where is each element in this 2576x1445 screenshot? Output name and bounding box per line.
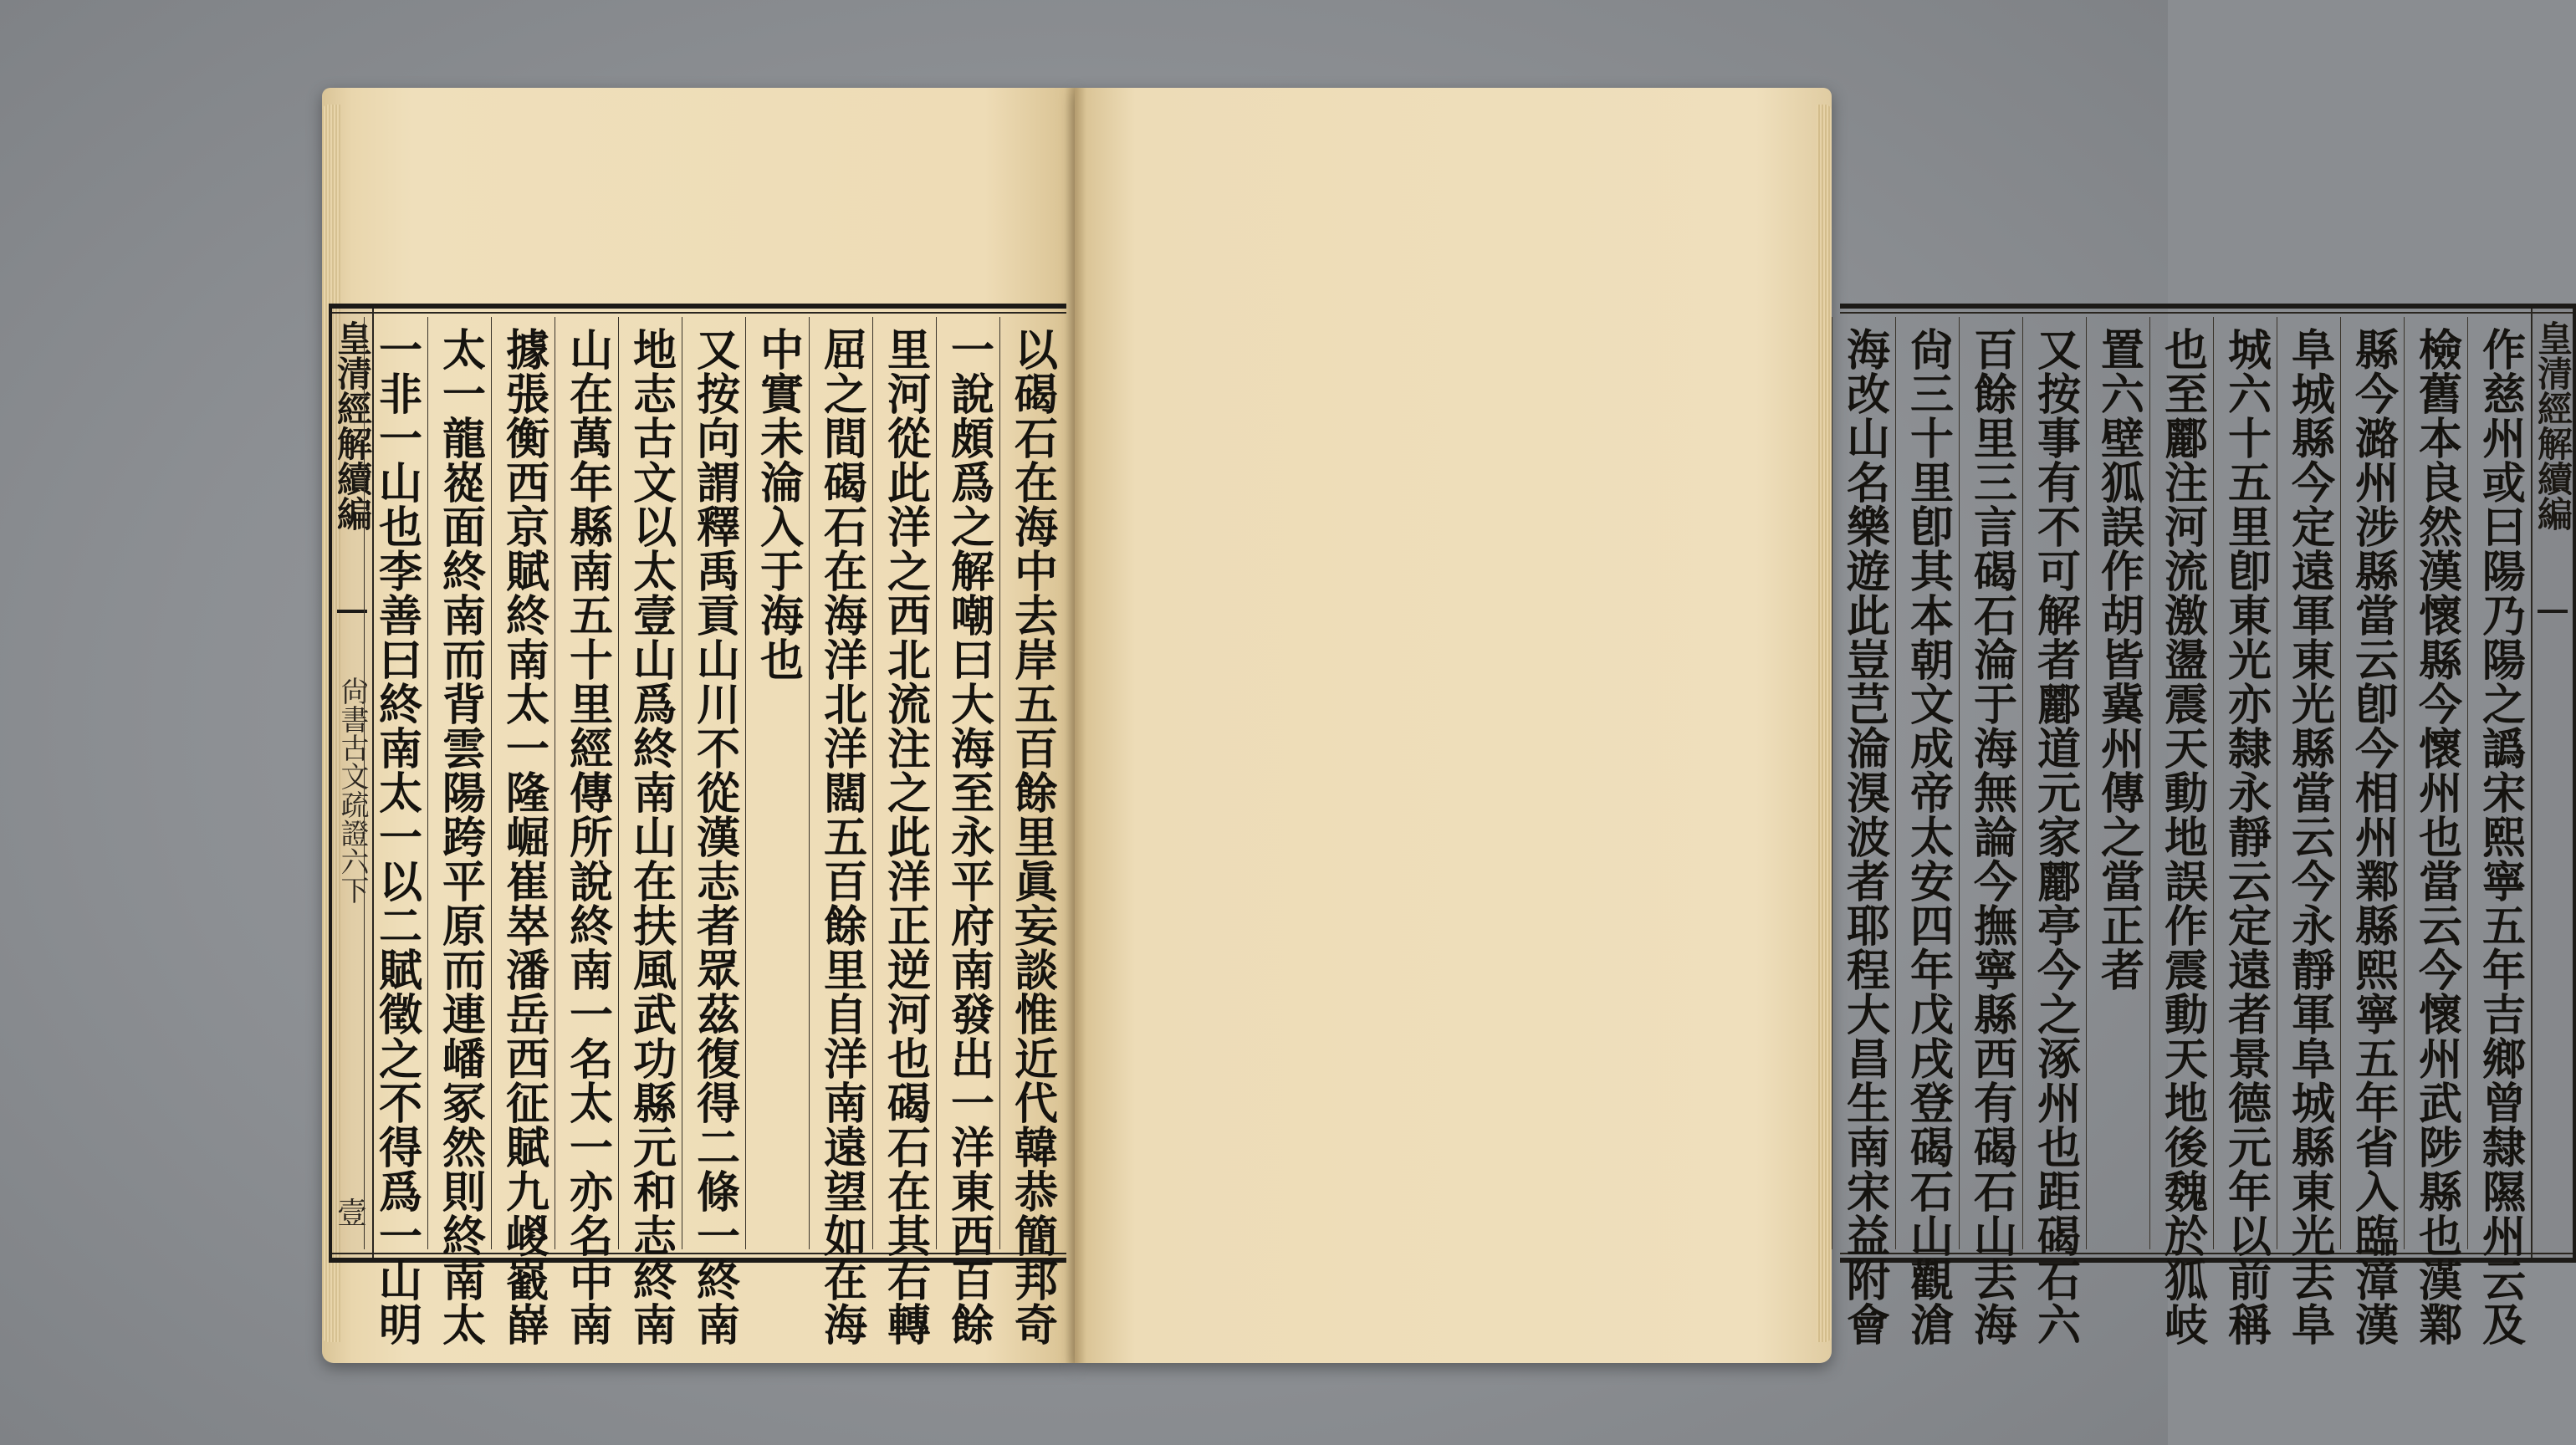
column-text: 百餘里三言碣石淪于海無論今撫寧縣西有碣石山去海 (1965, 327, 2017, 1346)
column-text: 一非一山也李善曰終南太一以二賦徵之不得爲一山明 (371, 327, 422, 1346)
left-text-columns (371, 317, 1063, 1346)
text-column (491, 317, 555, 1346)
text-column (872, 317, 936, 1346)
column-text: 城六十五里卽東光亦隸永靜云定遠者景德元年以前稱 (2220, 327, 2272, 1346)
left-page (322, 88, 1075, 1363)
text-column (936, 317, 999, 1346)
text-column (427, 317, 491, 1346)
right-page-frame (1838, 304, 2576, 1346)
text-column (999, 317, 1063, 1346)
column-text: 山在萬年縣南五十里經傳所說終南一名太一亦名中南 (561, 327, 613, 1346)
column-text: 又按事有不可解者酈道元家酈亭今之涿州也距碣石六 (2029, 327, 2081, 1346)
column-text: 一說頗爲之解嘲曰大海至永平府南發出一洋東西百餘 (943, 327, 994, 1346)
column-text: 置六壁狐誤作胡皆冀州傳之當正者 (2093, 327, 2144, 992)
text-column (1832, 317, 1895, 1346)
text-column (2277, 317, 2340, 1346)
text-column (2467, 317, 2531, 1346)
text-column (2149, 317, 2213, 1346)
right-text-columns (1838, 317, 2531, 1346)
text-column (2404, 317, 2467, 1346)
column-text: 海改山名樂遊此豈芑淪湨波者耶程大昌生南宋益附會 (1838, 327, 1890, 1346)
column-text: 屈之間碣石在海洋北洋闊五百餘里自洋南遠望如在海 (815, 327, 867, 1346)
right-banxin-title: 皇清經解續編 (2533, 320, 2573, 531)
text-column (2213, 317, 2277, 1346)
left-banxin-title: 皇清經解續編 (332, 320, 373, 531)
text-column (364, 317, 427, 1346)
book-gutter (1065, 88, 1086, 1363)
text-column (618, 317, 682, 1346)
open-book (322, 88, 2573, 1363)
left-banxin-subtitle: 尙書古文疏證六下 (335, 677, 369, 904)
text-column (809, 317, 872, 1346)
column-text: 太一龍嵸面終南而背雲陽跨平原而連嶓冢然則終南太 (434, 327, 486, 1346)
column-text: 檢舊本良然漢懷縣今懷州也當云今懷州武陟縣也漢鄴 (2410, 327, 2462, 1346)
text-column (2086, 317, 2149, 1249)
right-fishtail-mark (2538, 610, 2568, 663)
column-text: 中實未淪入于海也 (752, 327, 804, 682)
right-banxin (2531, 309, 2573, 1258)
column-text: 里河從此洋之西北流注之此洋正逆河也碣石在其右轉 (879, 327, 931, 1346)
right-page (1075, 88, 2573, 1363)
column-text: 尙三十里卽其本朝文成帝太安四年戊戌登碣石山觀滄 (1902, 327, 1954, 1346)
left-fishtail-mark (337, 610, 367, 663)
left-folio: 壹 (336, 1197, 367, 1231)
column-text: 據張衡西京賦終南太一隆崛崔崒潘岳西征賦九嵕巀嶭 (498, 327, 549, 1346)
column-text: 也至酈注河流激盪震天動地誤作震動天地後魏於狐岐 (2156, 327, 2208, 1346)
text-column (2340, 317, 2404, 1346)
text-column (682, 317, 745, 1346)
column-text: 阜城縣今定遠軍東光縣當云今永靜軍阜城縣東光去阜 (2283, 327, 2335, 1346)
text-column (1959, 317, 2022, 1346)
column-text: 作慈州或曰陽乃陽之譌宋熙寧五年吉鄉曾隸隰州云及 (2474, 327, 2526, 1346)
text-column (1895, 317, 1959, 1346)
text-column (2022, 317, 2086, 1346)
column-text: 以碣石在海中去岸五百餘里眞妄談惟近代韓恭簡邦奇 (1006, 327, 1058, 1346)
text-column (555, 317, 618, 1346)
column-text: 縣今潞州涉縣當云卽今相州鄴縣熙寧五年省入臨漳漢 (2347, 327, 2399, 1346)
right-page-edges (1817, 105, 1832, 1342)
column-text: 地志古文以太壹山爲終南山在扶風武功縣元和志終南 (625, 327, 677, 1346)
left-page-frame (329, 304, 1066, 1346)
column-text: 又按向謂釋禹貢山川不從漢志者眾茲復得二條一終南 (688, 327, 740, 1346)
text-column (745, 317, 809, 1249)
